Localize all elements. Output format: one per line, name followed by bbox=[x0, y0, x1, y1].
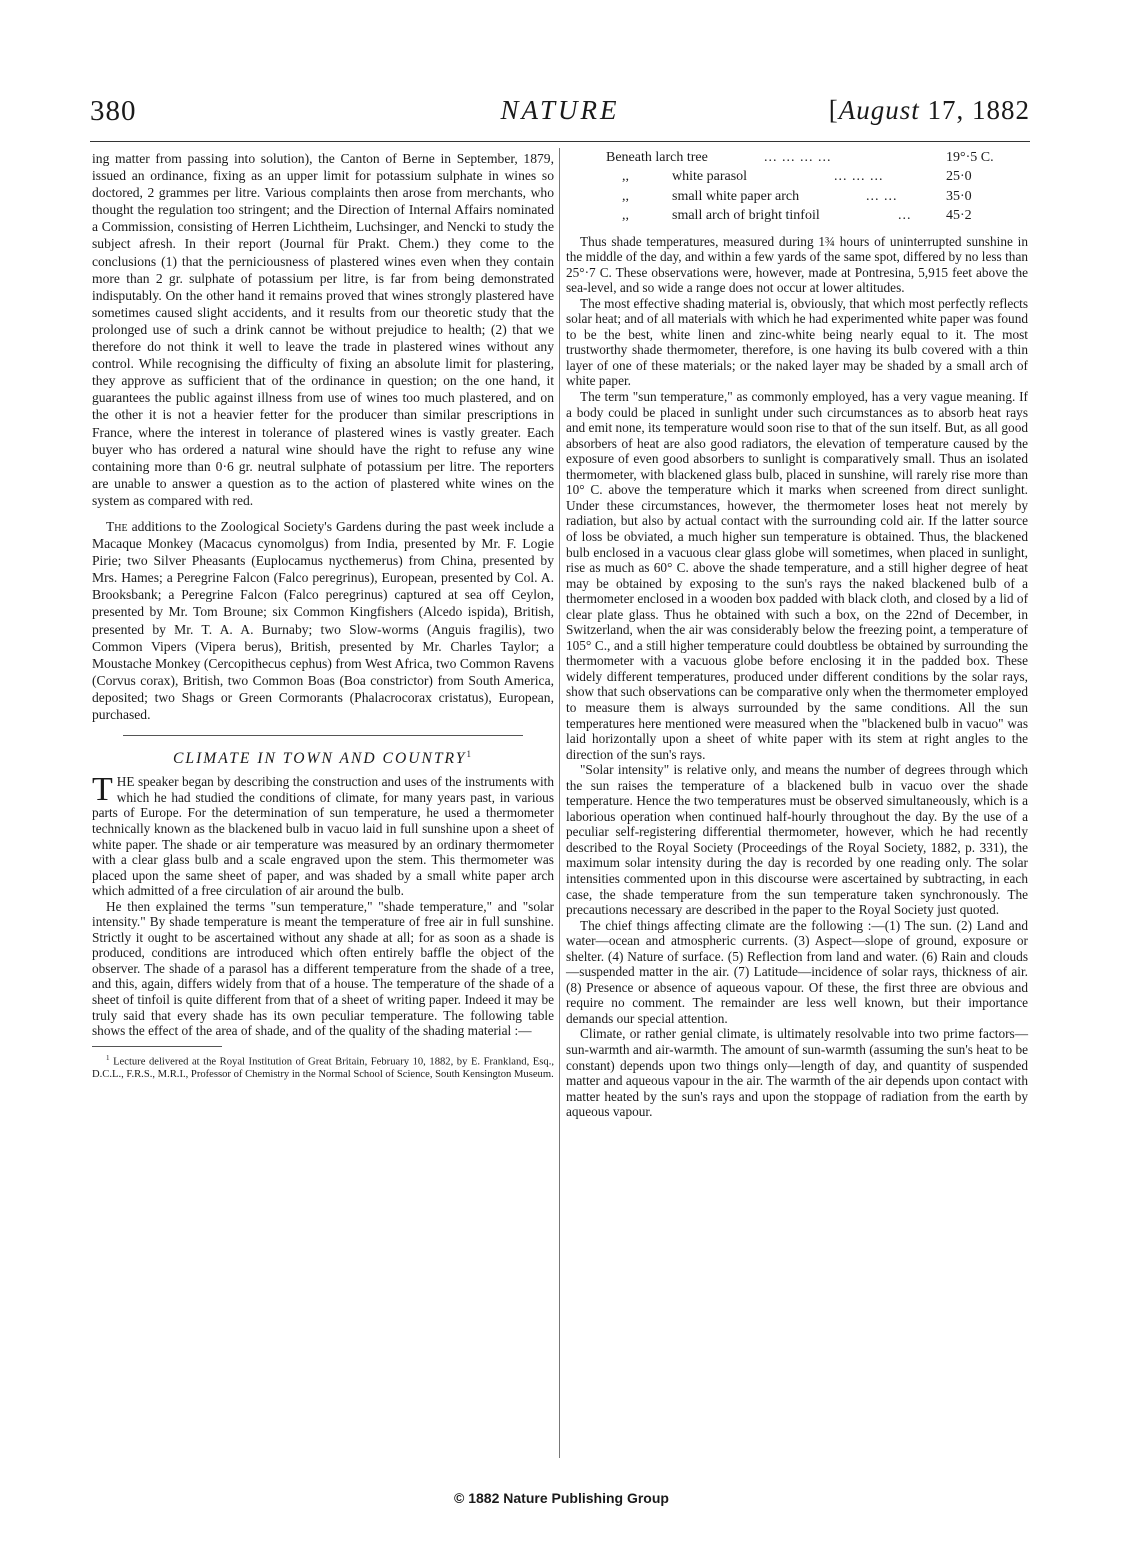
table-value: 45·2 bbox=[946, 208, 972, 224]
table-row bbox=[566, 169, 1028, 188]
climate-paragraph-1 bbox=[92, 771, 554, 899]
date-rest: 17, 1882 bbox=[919, 95, 1030, 125]
table-value: 25·0 bbox=[946, 169, 972, 185]
right-column bbox=[566, 150, 1028, 1120]
table-leader: ... ... ... bbox=[834, 169, 884, 185]
climate-paragraph-2: He then explained the terms "sun temperature," "shade temperature," and "solar intensity." By shade temperature is meant the temperature of free air in full sunshine. Strictly it ought to be ascertained without any shade at all; for as soon as a shade is produced, conditions are introduced which often entirely baffle the object of the observer. The shade of a parasol has a different temperature from the shade of a tree, and this, again, differs widely from that of a house. The temperature of the shade of a sheet of tinfoil is quite different from that of a sheet of writing paper. Indeed it may be truly said that every shade has its own peculiar temperature. The following table shows the effect of the area of shade, and of the quality of the shading material :— bbox=[92, 898, 554, 1039]
table-leader: ... ... ... ... bbox=[764, 150, 832, 165]
section-divider bbox=[123, 735, 523, 736]
table-leader: ... bbox=[898, 208, 912, 224]
table-row bbox=[566, 150, 1028, 169]
column-divider bbox=[559, 148, 560, 1458]
date-month: August bbox=[838, 95, 920, 125]
wine-paragraph: ing matter from passing into solution), the Canton of Berne in September, 1879, issued an ordinance, fixing as an upper limit for potassium sulphate in wines so doctored, 2 grammes per litre. Various complaints then arose from merchants, who thought the regulation too stringent; and the Direction of Internal Affairs nominated a Commission, consisting of Herren Lichtheim, Luchsinger, and Nencki to study the subject afresh. In their report (Journal für Prakt. Chem.) they come to the conclusions (1) that the perniciousness of plastered wines even when they contain more than 2 gr. sulphate of potassium per litre, is far from being demonstrated indisputably. On the other hand it remains proved that wines strongly plastered have sometimes caused slight accidents, and it results from our theoretic study that the prolonged use of such a drink cannot be without prejudice to health; (2) that we therefore do not think it well to leave the trade in plastered wines without any control. While recognising the difficulty of fixing an absolute limit for plastering, they approve as sufficient that of the ordinance in question; on the one hand, it guarantees the public against illness from use of wines too much plastered, and on the other it is not a heavier fetter for the producer than similar prescriptions in France, where the interest in tolerance of plastered wines is vastly greater. Each buyer who has ordered a natural wine should have the right to refuse any wine containing more than 0·6 gr. neutral sulphate of potassium per litre. The reporters are unable to answer a question as to the action of plastered white wines on the system as compared with red. bbox=[92, 151, 554, 508]
drop-cap: T bbox=[92, 771, 113, 809]
table-row bbox=[566, 189, 1028, 208]
genial-climate-paragraph: Climate, or rather genial climate, is ultimately resolvable into two prime factors—sun-warmth and air-warmth. The amount of sun-warmth (assuming the sun's heat to be constant) depends upon two things only—length of day, and quantity of suspended matter and aqueous vapour in the air. The warmth of the air depends upon contact with matter heated by the sun's rays and upon the stoppage of radiation from the earth by aqueous vapour. bbox=[566, 1026, 1028, 1120]
table-label: small white paper arch bbox=[672, 188, 800, 204]
page-number: 380 bbox=[90, 95, 137, 127]
date-bracket: [ bbox=[828, 95, 839, 125]
section-title-text: CLIMATE IN TOWN AND COUNTRY bbox=[173, 750, 467, 768]
section-heading bbox=[92, 746, 554, 767]
shading-material-paragraph: The most effective shading material is, obviously, that which most perfectly reflects solar heat; and of all materials with which he had experimented white paper was found to be the best, white linen and zinc-white being nearly equal to it. The most trustworthy shade thermometer, therefore, is one having its bulb covered with a thin layer of one of these materials; or the naked layer may be shaded by a small arch of white paper. bbox=[566, 295, 1028, 389]
solar-intensity-paragraph: "Solar intensity" is relative only, and means the number of degrees through which the sun raises the temperature of a blackened bulb in vacuo over the shade temperature. Hence the two temperatures must be observed simultaneously, which is a laborious operation when continued half-hourly throughout the day. By the use of a peculiar self-registering differential thermometer, however, which he had recently described to the Royal Society (Proceedings of the Royal Society, 1882, p. 331), the maximum solar intensity during the day is recorded by one reading only. The solar intensities commented upon in this discourse were ascertained by subtracting, in each case, the shade temperature from the sun temperature taken synchronously. The precautions necessary are described in the paper to the Royal Society just quoted. bbox=[566, 762, 1028, 918]
copyright-notice: © 1882 Nature Publishing Group bbox=[454, 1490, 669, 1506]
table-label: white parasol bbox=[672, 169, 748, 185]
table-label: Beneath larch tree bbox=[606, 150, 708, 165]
zoo-paragraph bbox=[92, 518, 554, 723]
climate-factors-paragraph: The chief things affecting climate are the following :—(1) The sun. (2) Land and water—ocean and atmospheric currents. (3) Aspect—slope of ground, exposure or shelter. (4) Nature of surface. (5) Reflection from land and water. (6) Rain and clouds—suspended matter in the air. (7) Latitude—incidence of solar rays, thickness of air. (8) Presence or absence of aqueous vapour. Of these, the first three are obvious and require no comment. The remainder are less well known, but their importance demands our special attention. bbox=[566, 917, 1028, 1026]
left-column bbox=[92, 150, 554, 1081]
issue-date bbox=[829, 95, 1030, 126]
footnote-divider bbox=[92, 1046, 222, 1047]
table-value: 35·0 bbox=[946, 188, 972, 204]
table-leader: ... ... bbox=[866, 188, 898, 204]
table-label: small arch of bright tinfoil bbox=[672, 208, 820, 224]
climate-paragraph-1-text: HE speaker began by describing the construction and uses of the instruments with which he had studied the conditions of climate, for many years past, in various parts of Europe. For the determination of sun temperature, he used a thermometer technically known as the blackened bulb in vacuo laid in full sunshine upon a sheet of white paper. The shade or air temperature was measured by an ordinary thermometer with a clear glass bulb and a scale engraved upon the stem. This thermometer was placed upon the same sheet of paper, and was shaded by a small white paper arch which admitted of a free circulation of air around the bulb. bbox=[92, 774, 554, 899]
sun-temperature-paragraph: The term "sun temperature," as commonly employed, has a very vague meaning. If a body could be placed in sunlight under such circumstances as to absorb heat rays and emit none, its temperature would soon rise to that of the sun itself. But, as all good absorbers of heat are also good radiators, the elevation of temperature caused by the exposure of even good absorbers to sunlight is comparatively small. Thus an isolated thermometer, with blackened glass bulb, placed in sunshine, will rarely rise more than 10° C. above the temperature which it marks when screened from direct sunlight. Under these circumstances, however, the thermometer loses heat not merely by radiation, but also by actual contact with the surrounding cold air. If the latter source of loss be obviated, a much higher sun temperature is obtained. Thus, the blackened bulb enclosed in a vacuous clear glass globe will sometimes, when placed in sunlight, rise as much as 60° C. above the shade temperature, and a still higher degree of heat may be obtained by exposing to the sun's rays the naked blackened bulb of a thermometer enclosed in a wooden box padded with black cloth, and closed by a lid of clear plate glass. Thus he obtained with such a box, on the 22nd of December, in Switzerland, when the air was considerably below the freezing point, a temperature of 105° C., and a still higher temperature could doubtless be obtained by surrounding the thermometer with a vacuous globe before enclosing it in the padded box. These widely different temperatures, produced under different conditions by the solar rays, show that such observations can be comparative only when the thermometer employed to measure them is always surrounded by the same conditions. All the sun temperatures here mentioned were measured when the "blackened bulb in vacuo" was laid horizontally upon a sheet of white paper with its stem at right angles to the direction of the sun's rays. bbox=[566, 389, 1028, 762]
footnote-mark: 1 bbox=[106, 1053, 110, 1062]
ditto-mark: ,, bbox=[622, 208, 629, 224]
table-value: 19°·5 C. bbox=[946, 150, 994, 165]
page-header bbox=[90, 95, 1030, 135]
header-rule bbox=[90, 141, 1030, 142]
zoo-lead: The bbox=[106, 518, 128, 534]
ditto-mark: ,, bbox=[622, 169, 629, 185]
ditto-mark: ,, bbox=[622, 188, 629, 204]
section-footnote-mark: 1 bbox=[466, 749, 473, 760]
table-row bbox=[566, 208, 1028, 227]
shade-range-paragraph: Thus shade temperatures, measured during 1¾ hours of uninterrupted sunshine in the middle of the day, and within a few yards of the same spot, differed by no less than 25°·7 C. These observations were, however, made at Pontresina, 5,915 feet above the sea-level, and so wide a range does not occur at lower altitudes. bbox=[566, 233, 1028, 296]
zoo-text: additions to the Zoological Society's Gardens during the past week include a Macaque Monkey (Macacus cynomolgus) from India, presented by Mr. F. Logie Pirie; two Silver Pheasants (Euplocamus nycthemerus) from China, presented by Mrs. Hames; a Peregrine Falcon (Falco peregrinus), European, presented by Col. A. Brooksbank; a Peregrine Falcon (Falco peregrinus) captured at sea off Ceylon, presented by Mr. Tom Broune; six Common Kingfishers (Alcedo ispida), British, presented by Mr. T. A. A. Burnaby; two Slow-worms (Anguis fragilis), two Common Vipers (Vipera berus), British, presented by Mr. Charles Taylor; a Moustache Monkey (Cercopithecus cephus) from West Africa, two Common Ravens (Corvus corax), British, two Common Boas (Boa constrictor) from South America, deposited; two Shags or Green Cormorants (Phalacrocorax cristatus), European, purchased. bbox=[92, 518, 554, 722]
footnote-text: Lecture delivered at the Royal Institution of Great Britain, February 10, 1882, by E. Frankland, Esq., D.C.L., F.R.S., M.R.I., Professor of Chemistry in the Normal School of Science, South Kensington Museum. bbox=[92, 1056, 554, 1080]
climate-article-start bbox=[92, 771, 554, 1039]
shade-temperature-table bbox=[566, 150, 1028, 228]
footnote bbox=[92, 1052, 554, 1081]
journal-title: NATURE bbox=[500, 95, 620, 125]
